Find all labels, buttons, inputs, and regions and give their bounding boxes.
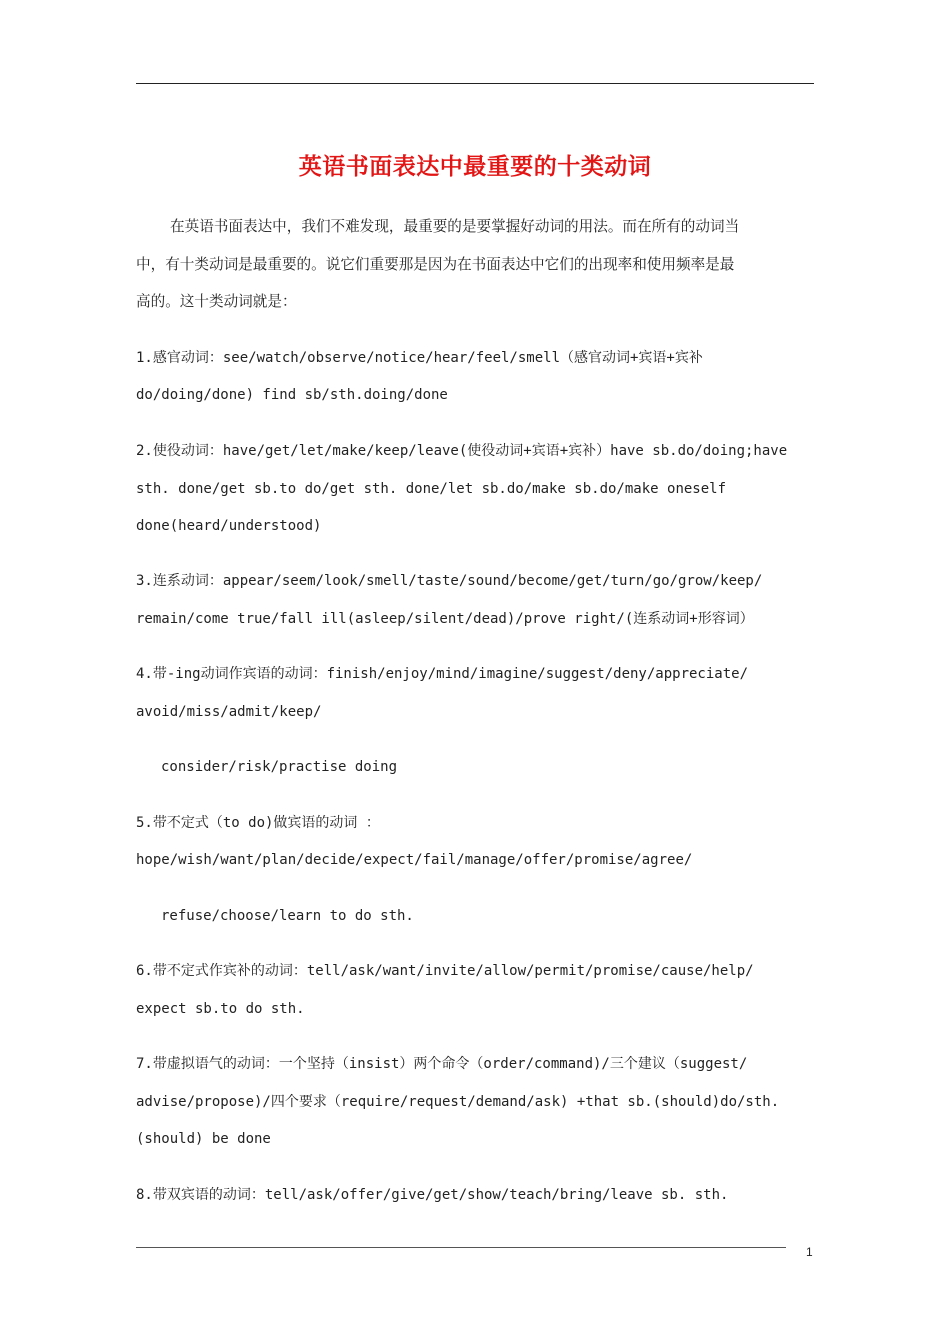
item-4-line-2: avoid/miss/admit/keep/: [136, 704, 322, 720]
header-rule: [136, 83, 814, 84]
item-1-line-1: 1.感官动词：see/watch/observe/notice/hear/feel/smell（感官动词+宾语+宾补: [136, 350, 703, 366]
item-6-line-1: 6.带不定式作宾补的动词：tell/ask/want/invite/allow/permit/promise/cause/help/: [136, 963, 754, 979]
item-1-line-2: do/doing/done) find sb/sth.doing/done: [136, 387, 448, 403]
intro-line-1: 在英语书面表达中，我们不难发现，最重要的是要掌握好动词的用法。而在所有的动词当: [170, 218, 740, 235]
intro-line-2: 中，有十类动词是最重要的。说它们重要那是因为在书面表达中它们的出现率和使用频率是最: [136, 256, 735, 273]
page-title: 英语书面表达中最重要的十类动词: [298, 153, 652, 180]
item-7-line-3: (should) be done: [136, 1131, 271, 1147]
item-7-line-2: advise/propose)/四个要求（require/request/demand/ask) +that sb.(should)do/sth.: [136, 1094, 780, 1110]
item-3-line-1: 3.连系动词：appear/seem/look/smell/taste/sound/become/get/turn/go/grow/keep/: [136, 573, 763, 589]
item-8-line-1: 8.带双宾语的动词：tell/ask/offer/give/get/show/teach/bring/leave sb. sth.: [136, 1187, 729, 1203]
item-7-line-1: 7.带虚拟语气的动词：一个坚持（insist）两个命令（order/command)/三个建议（suggest/: [136, 1056, 748, 1072]
item-2-line-2: sth. done/get sb.to do/get sth. done/let sb.do/make sb.do/make oneself: [136, 481, 727, 497]
intro-line-3: 高的。这十类动词就是：: [136, 293, 297, 310]
item-2-line-3: done(heard/understood): [136, 518, 322, 534]
page-number: 1: [806, 1245, 813, 1259]
item-5-line-1: 5.带不定式（to do)做宾语的动词 ：: [136, 815, 380, 831]
item-5-continuation: refuse/choose/learn to do sth.: [161, 908, 414, 924]
item-3-line-2: remain/come true/fall ill(asleep/silent/dead)/prove right/(连系动词+形容词）: [136, 611, 754, 627]
item-2-line-1: 2.使役动词：have/get/let/make/keep/leave(使役动词+宾语+宾补）have sb.do/doing;have: [136, 443, 788, 459]
footer-rule: [136, 1247, 786, 1248]
item-6-line-2: expect sb.to do sth.: [136, 1001, 305, 1017]
item-4-line-1: 4.带-ing动词作宾语的动词：finish/enjoy/mind/imagine/suggest/deny/appreciate/: [136, 666, 749, 682]
item-5-line-2: hope/wish/want/plan/decide/expect/fail/manage/offer/promise/agree/: [136, 852, 693, 868]
item-4-continuation: consider/risk/practise doing: [161, 759, 398, 775]
